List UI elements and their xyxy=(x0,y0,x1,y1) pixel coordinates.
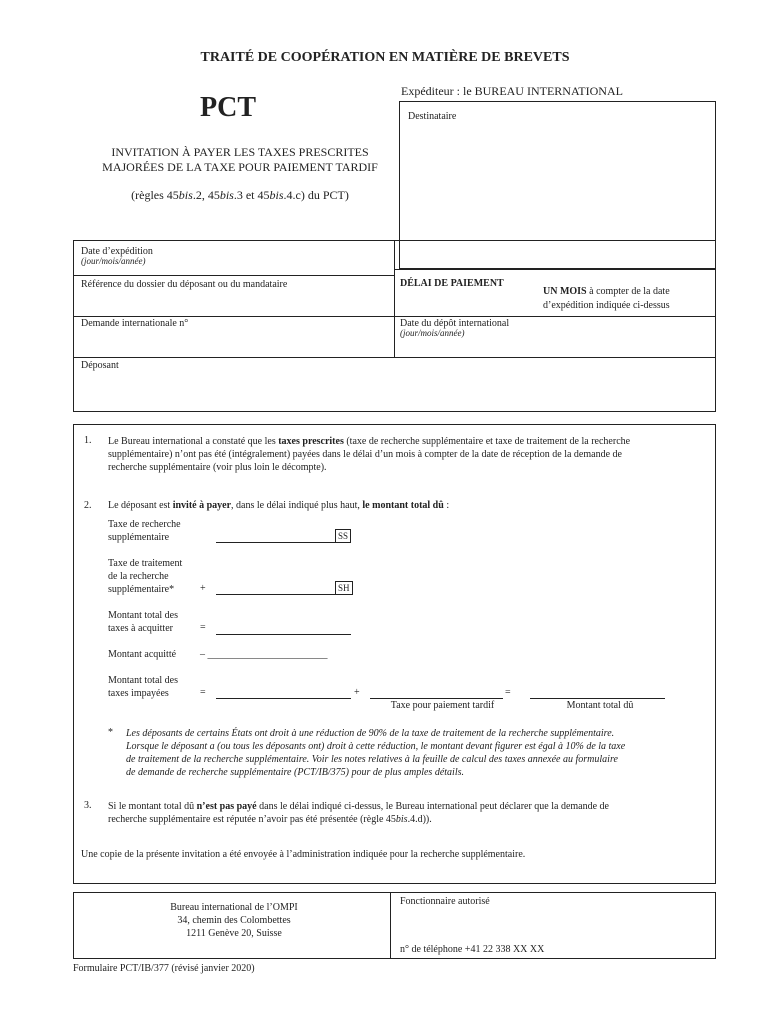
footnote-star: * xyxy=(108,727,113,738)
section-2-intro: Le déposant est invité à payer, dans le délai indiqué plus haut, le montant total dû : xyxy=(108,500,450,511)
form-title-line-1: INVITATION À PAYER LES TAXES PRESCRITES xyxy=(111,145,369,159)
applicant-label: Déposant xyxy=(81,360,119,371)
unpaid-blank xyxy=(216,686,351,699)
section-3-text: Si le montant total dû n’est pas payé dans le délai indiqué ci-dessus, le Bureau international peut déclarer que la demande de recherche supplémentaire est réputée n’avoir pas été présentée (règle 45bis.4.d)). xyxy=(108,801,609,825)
ss-code: SS xyxy=(335,529,351,543)
total-owed-label: Montant total dû xyxy=(566,700,634,711)
unpaid-label: Montant total des taxes impayées xyxy=(108,675,178,699)
paid-blank: – ________________________ xyxy=(200,649,328,660)
total-due-label: Montant total des taxes à acquitter xyxy=(108,610,178,634)
footnote-text: Les déposants de certains États ont droit à une réduction de 90% de la taxe de traitement de la recherche supplémentaire. Lorsque le déposant a (ou tous les déposants ont) droit à cette réduction, le montant devant figurer est égal à 10% de la taxe de traitement de la recherche supplémentaire. Voir les notes relatives à la feuille de calcul des taxes annexée au formulaire de demande de recherche supplémentaire (PCT/IB/375) pour de plus amples détails. xyxy=(126,728,626,778)
intl-application-label: Demande internationale n° xyxy=(81,318,189,329)
equals-sign: = xyxy=(200,622,206,633)
form-identifier: Formulaire PCT/IB/377 (révisé janvier 2020) xyxy=(73,963,255,974)
late-fee-blank xyxy=(370,686,503,699)
authorized-officer-label: Fonctionnaire autorisé xyxy=(400,896,490,907)
search-fee-blank xyxy=(216,530,351,543)
section-3-number: 3. xyxy=(84,800,92,811)
mailing-date-field xyxy=(81,246,153,266)
payment-deadline-label: DÉLAI DE PAIEMENT xyxy=(400,278,504,289)
total-owed-blank xyxy=(530,686,665,699)
wipo-address: Bureau international de l’OMPI 34, chemin des Colombettes 1211 Genève 20, Suisse xyxy=(170,902,298,939)
rules-reference: (règles 45bis.2, 45bis.3 et 45bis.4.c) du PCT) xyxy=(131,188,349,202)
intl-filing-date-hint: (jour/mois/année) xyxy=(400,328,465,338)
file-reference-label: Référence du dossier du déposant ou du mandataire xyxy=(81,279,288,290)
form-title-line-2: MAJORÉES DE LA TAXE POUR PAIEMENT TARDIF xyxy=(102,160,378,174)
search-fee-label: Taxe de recherche supplémentaire xyxy=(108,519,181,543)
plus-sign-2: + xyxy=(354,687,360,698)
copy-note: Une copie de la présente invitation a été envoyée à l’administration indiquée pour la recherche supplémentaire. xyxy=(81,849,526,860)
section-1-number: 1. xyxy=(84,435,92,446)
treaty-title: TRAITÉ DE COOPÉRATION EN MATIÈRE DE BREVETS xyxy=(200,50,570,65)
intl-filing-date-label: Date du dépôt international xyxy=(400,318,510,329)
recipient-label: Destinataire xyxy=(408,111,457,122)
equals-sign-2: = xyxy=(200,687,206,698)
intl-filing-date-field xyxy=(400,318,509,338)
telephone-number: n° de téléphone +41 22 338 XX XX xyxy=(400,944,545,955)
mailing-date-label: Date d’expédition xyxy=(81,246,153,257)
form-title xyxy=(70,145,410,175)
payment-deadline-value: UN MOIS à compter de la date d’expédition indiquée ci-dessus xyxy=(543,286,670,311)
late-fee-label: Taxe pour paiement tardif xyxy=(390,700,495,711)
sender-label: Expéditeur : le BUREAU INTERNATIONAL xyxy=(401,84,623,98)
handling-fee-label: Taxe de traitement de la recherche supplémentaire* xyxy=(108,558,183,595)
mailing-date-hint: (jour/mois/année) xyxy=(81,256,146,266)
section-1-text: Le Bureau international a constaté que les taxes prescrites (taxe de recherche supplémentaire et taxe de traitement de la recherche supplémentaire) n’ont pas été (intégralement) payées dans le délai d’un mois à compter de la date de réception de la demande de recherche supplémentaire (voir plus loin le décompte). xyxy=(108,436,631,473)
sh-code: SH xyxy=(335,581,353,595)
paid-label: Montant acquitté xyxy=(108,649,177,660)
total-due-blank xyxy=(216,622,351,635)
pct-heading: PCT xyxy=(200,92,256,123)
section-2-number: 2. xyxy=(84,500,92,511)
plus-sign: + xyxy=(200,583,206,594)
handling-fee-blank xyxy=(216,582,351,595)
equals-sign-3: = xyxy=(505,687,511,698)
